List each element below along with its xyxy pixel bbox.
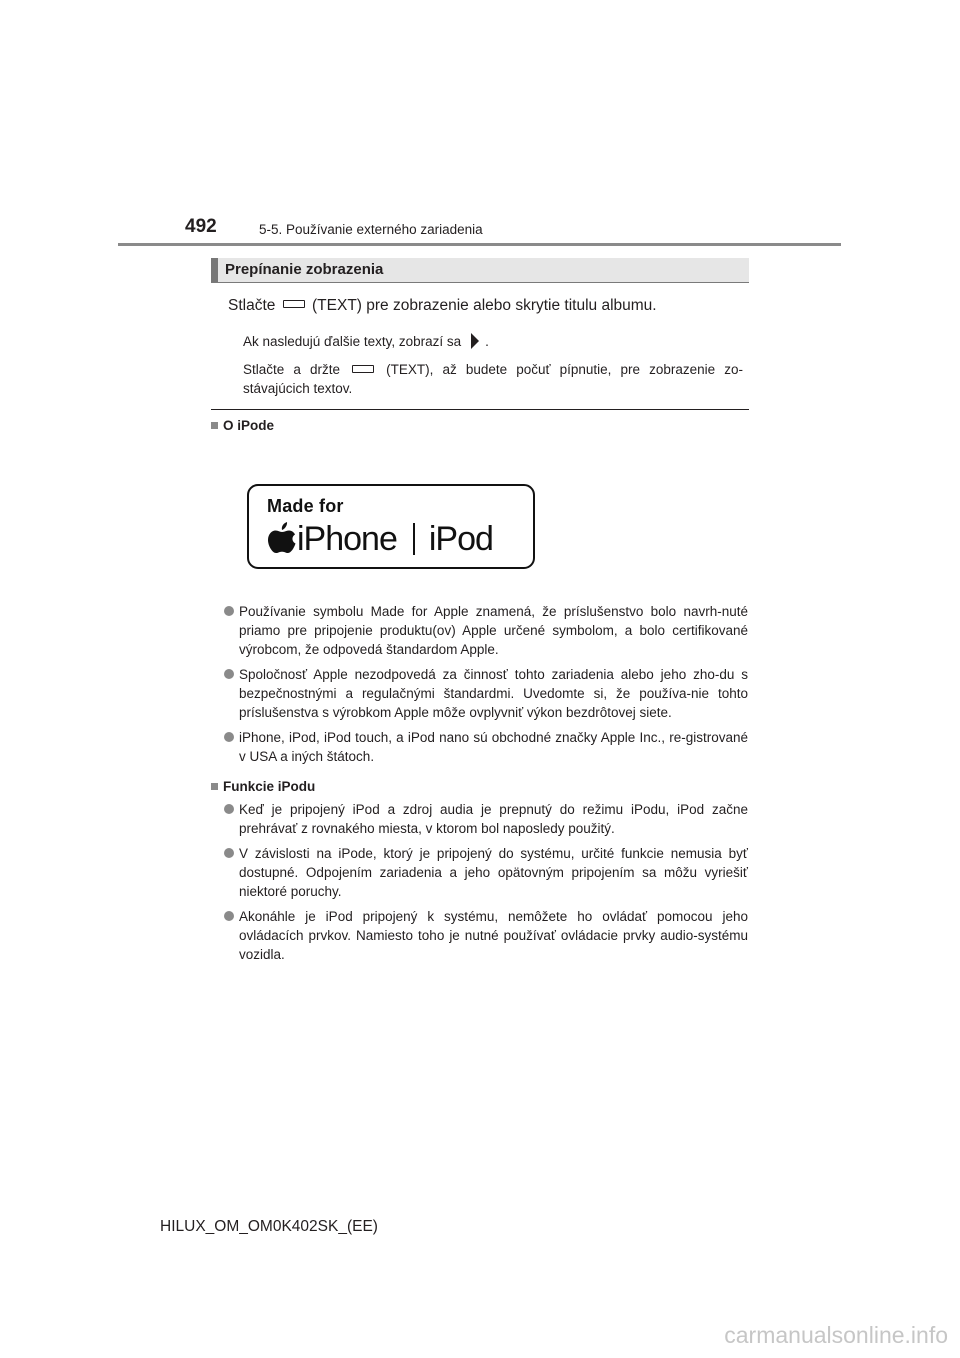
- ipod-heading-text: O iPode: [223, 418, 275, 433]
- made-for-iphone-ipod-badge: [247, 484, 535, 569]
- round-bullet-icon: [224, 804, 234, 814]
- note-more-texts: [243, 332, 743, 351]
- badge-separator: [413, 523, 415, 555]
- instruction-suffix: (TEXT) pre zobrazenie alebo skrytie titulu albumu.: [312, 297, 657, 314]
- list-item: Akonáhle je iPod pripojený k systému, nemôžete ho ovládať pomocou jeho ovládacích prvkov. Namiesto toho je nutné používať ovládacie prvky audio-systému vozidla.: [224, 907, 748, 964]
- square-bullet-icon: [211, 783, 218, 790]
- round-bullet-icon: [224, 669, 234, 679]
- badge-iphone: iPhone: [297, 519, 397, 558]
- square-bullet-icon: [211, 422, 218, 429]
- badge-ipod: iPod: [428, 519, 493, 558]
- ipod-bullet-list: [224, 602, 748, 772]
- round-bullet-icon: [224, 911, 234, 921]
- section-divider: [211, 409, 749, 410]
- page-number: 492: [185, 216, 217, 237]
- footer-code: HILUX_OM_OM0K402SK_(EE): [160, 1218, 378, 1235]
- right-arrow-icon: [471, 333, 479, 349]
- badge-logo: [267, 519, 493, 559]
- note1-suffix: .: [485, 334, 489, 349]
- chapter-title: 5-5. Používanie externého zariadenia: [259, 222, 483, 237]
- ipod-heading: [211, 418, 274, 433]
- round-bullet-icon: [224, 606, 234, 616]
- note-hold-button: [243, 360, 743, 398]
- text-button-icon: [352, 365, 374, 373]
- header-divider: [118, 243, 841, 246]
- note1-prefix: Ak nasledujú ďalšie texty, zobrazí sa: [243, 334, 462, 349]
- round-bullet-icon: [224, 848, 234, 858]
- note2-suffix: (TEXT), až budete počuť pípnutie, pre zobrazenie zo-stávajúcich textov.: [243, 362, 743, 396]
- watermark: carmanualsonline.info: [724, 1322, 948, 1348]
- list-item: Spoločnosť Apple nezodpovedá za činnosť tohto zariadenia alebo jeho zho-du s bezpečnostnými a regulačnými štandardmi. Uvedomte si, že používa-nie tohto príslušenstva s výrobkom Apple môže ovplyvniť výkon bezdrôtovej siete.: [224, 665, 748, 722]
- section-marker: [211, 258, 218, 282]
- functions-bullet-list: [224, 800, 748, 970]
- apple-logo-icon: [267, 521, 297, 557]
- list-item: V závislosti na iPode, ktorý je pripojený do systému, určité funkcie nemusia byť dostupné. Odpojením zariadenia a jeho opätovným pripojením sa môžu vyriešiť niektoré poruchy.: [224, 844, 748, 901]
- list-item: Používanie symbolu Made for Apple znamená, že príslušenstvo bolo navrh-nuté priamo pre pripojenie produktu(ov) Apple určené symbolom, a bolo certifikované výrobcom, že odpovedá štandardom Apple.: [224, 602, 748, 659]
- text-button-icon: [283, 300, 305, 308]
- functions-heading-text: Funkcie iPodu: [223, 779, 316, 794]
- badge-made-for: Made for: [267, 496, 344, 516]
- section-heading-bar: [211, 258, 749, 283]
- functions-heading: [211, 779, 315, 794]
- list-item: Keď je pripojený iPod a zdroj audia je prepnutý do režimu iPodu, iPod začne prehrávať z rovnakého miesta, v ktorom bol naposledy použitý.: [224, 800, 748, 838]
- round-bullet-icon: [224, 732, 234, 742]
- note2-prefix: Stlačte a držte: [243, 362, 340, 377]
- instruction-prefix: Stlačte: [228, 297, 276, 314]
- section-title: Prepínanie zobrazenia: [225, 261, 384, 278]
- list-item: iPhone, iPod, iPod touch, a iPod nano sú obchodné značky Apple Inc., re-gistrované v USA a iných štátoch.: [224, 728, 748, 766]
- instruction-line: [228, 297, 657, 315]
